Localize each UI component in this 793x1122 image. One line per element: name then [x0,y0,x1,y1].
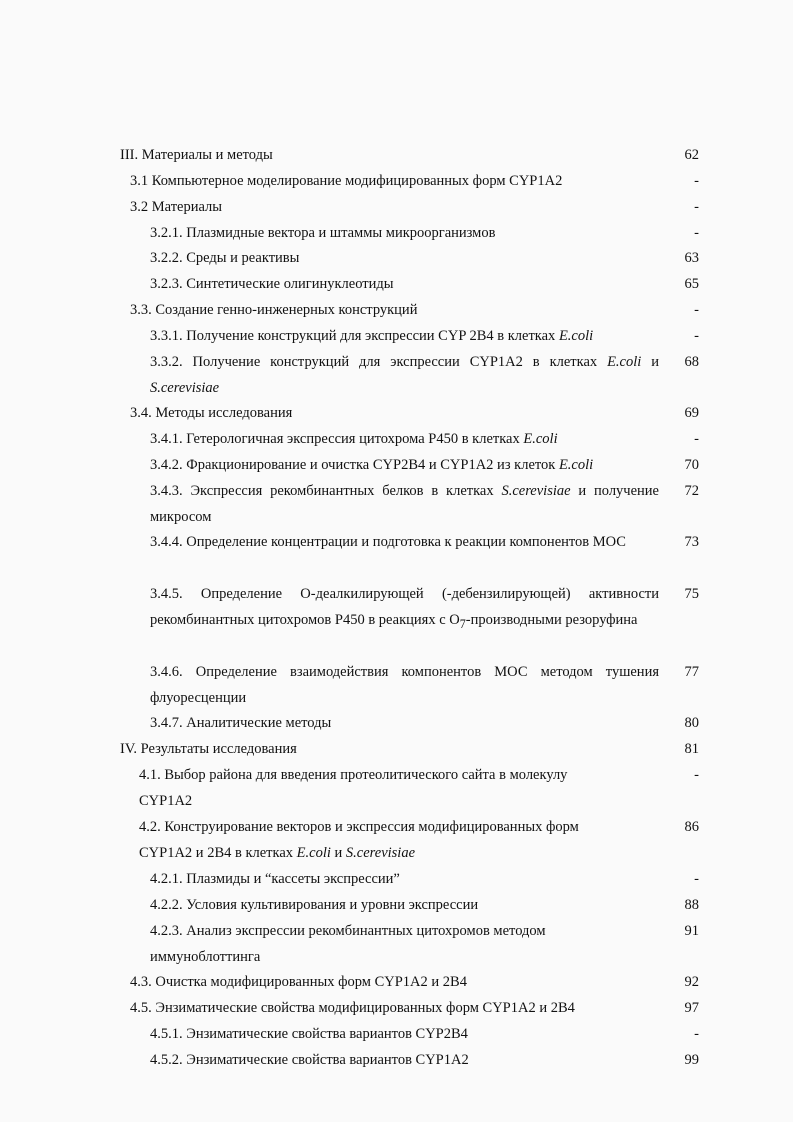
toc-entry-title: 3.4.5. Определение O-деалкилирующей (-дебензилирующей) активности рекомбинантных цитохромов P450 в реакциях с $O_7$-производными резоруфина [150,586,659,631]
toc-entry [0,297,793,323]
toc-entry-page: - [694,302,699,318]
toc-entry-page: 65 [684,276,699,292]
toc-entry [0,995,793,1021]
toc-entry-page: - [694,173,699,189]
toc-entry-title: 4.3. Очистка модифицированных форм CYP1A2 и 2B4 [130,974,467,990]
toc-entry-title: 3.4.6. Определение взаимодействия компонентов МОС методом тушения флуоресценции [150,664,659,706]
toc-entry [0,866,793,892]
toc-entry-page: - [694,328,699,344]
toc-entry [0,1021,793,1047]
toc-entry [0,478,793,530]
toc-entry-title: 3.2.1. Плазмидные вектора и штаммы микроорганизмов [150,225,496,241]
toc-entry [0,142,793,168]
toc-entry-title: 3.4.3. Экспрессия рекомбинантных белков в клетках S.cerevisiae и получение микросом [150,483,659,525]
toc-entry [0,659,793,711]
toc-entry-page: 86 [684,819,699,835]
toc-entry-title: 3.3.2. Получение конструкций для экспрессии CYP1A2 в клетках E.coli и S.cerevisiae [150,354,660,396]
toc-entry-title: 3.4.1. Гетерологичная экспрессия цитохрома P450 в клетках E.coli [150,431,558,447]
toc-entry-title: 3.2 Материалы [130,199,223,215]
toc-entry-title: 4.2.3. Анализ экспрессии рекомбинантных цитохромов методом иммуноблоттинга [150,923,546,965]
toc-entry-title: 3.2.3. Синтетические олигинуклеотиды [150,276,394,292]
toc-entry [0,349,793,401]
toc-entry-page: 73 [684,534,699,550]
toc-entry [0,736,793,762]
toc-entry [0,168,793,194]
toc-entry [0,323,793,349]
toc-entry-title: 4.5. Энзиматические свойства модифицированных форм CYP1A2 и 2B4 [130,1000,575,1016]
toc-entry-title: 3.3.1. Получение конструкций для экспрессии CYP 2B4 в клетках E.coli [150,328,594,344]
toc-entry-page: - [694,871,699,887]
toc-entry-page: 97 [684,1000,699,1016]
toc-entry-title: 3.4. Методы исследования [130,405,293,421]
toc-entry-page: 80 [684,715,699,731]
toc-entry-title: 4.2. Конструирование векторов и экспрессия модифицированных форм CYP1A2 и 2B4 в клетках E.coli и S.cerevisiae [139,819,579,861]
toc-entry [0,271,793,297]
toc-entry-page: 92 [684,974,699,990]
toc-entry-page: 62 [684,147,699,163]
toc-entry-title: 3.3. Создание генно-инженерных конструкций [130,302,418,318]
toc-entry [0,220,793,246]
toc-entry-title: 4.5.1. Энзиматические свойства вариантов CYP2B4 [150,1026,468,1042]
toc-entry-title: 3.1 Компьютерное моделирование модифицированных форм CYP1A2 [130,173,563,189]
toc-entry-page: - [694,199,699,215]
toc-entry [0,400,793,426]
toc-entry-title: 3.4.7. Аналитические методы [150,715,332,731]
toc-entry-page: 91 [684,923,699,939]
toc-entry-page: 77 [684,664,699,680]
toc-entry-page: 68 [684,354,699,370]
toc-entry [0,194,793,220]
toc-entry-page: - [694,431,699,447]
toc-entry-page: 81 [684,741,699,757]
toc-entry-page: - [694,1026,699,1042]
toc-entry [0,918,793,970]
toc-entry-page: 69 [684,405,699,421]
toc-entry [0,1047,793,1073]
toc-entry [0,710,793,736]
toc-entry-page: - [694,225,699,241]
toc-entry [0,529,793,581]
toc-entry-title: 4.5.2. Энзиматические свойства вариантов CYP1A2 [150,1052,469,1068]
toc-entry-page: 72 [684,483,699,499]
toc-entry-title: 3.2.2. Среды и реактивы [150,250,300,266]
toc-entry [0,814,793,866]
toc-entry-title: III. Материалы и методы [120,147,273,163]
toc-entry [0,762,793,814]
toc-entry-title: 3.4.4. Определение концентрации и подготовка к реакции компонентов МОС [150,534,626,550]
toc-entry-page: 70 [684,457,699,473]
toc-entry-page: 88 [684,897,699,913]
toc-entry-page: 75 [684,586,699,602]
toc-entry-page: 99 [684,1052,699,1068]
toc-entry-title: 4.2.1. Плазмиды и “кассеты экспрессии” [150,871,400,887]
toc-entry [0,245,793,271]
toc-entry [0,892,793,918]
toc-entry-title: 4.2.2. Условия культивирования и уровни экспрессии [150,897,479,913]
toc-entry [0,426,793,452]
toc-entry [0,969,793,995]
toc-entry-title: IV. Результаты исследования [120,741,297,757]
toc-entry [0,581,793,659]
toc-entry-title: 3.4.2. Фракционирование и очистка CYP2B4 и CYP1A2 из клеток E.coli [150,457,594,473]
toc-entry [0,452,793,478]
toc-entry-title: 4.1. Выбор района для введения протеолитического сайта в молекулу CYP1A2 [139,767,568,809]
toc-entry-page: 63 [684,250,699,266]
toc-entry-page: - [694,767,699,783]
